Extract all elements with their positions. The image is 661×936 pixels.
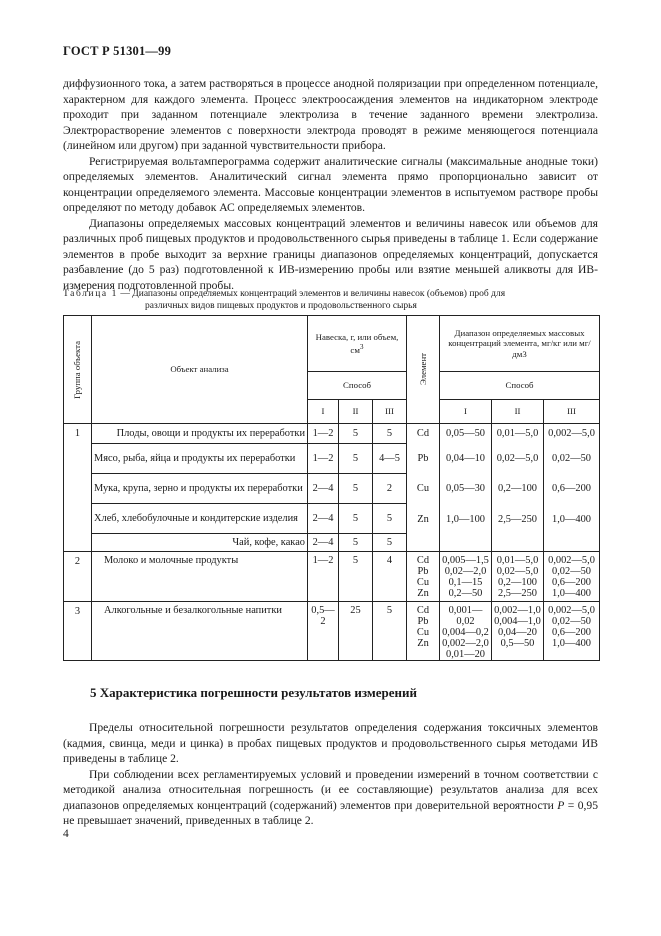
- sample-value: 4: [373, 552, 407, 602]
- sample-value: 0,5—2: [308, 602, 339, 661]
- header-method: Способ: [308, 372, 407, 400]
- paragraph: Пределы относительной погрешности результатов определения содержания токсичных элементов (кадмия, свинца, меди и цинка) в пробах пищевых продуктов и продовольственного сырья методами ИВ приведены в таблице 2.: [63, 721, 598, 765]
- table-row: [64, 424, 600, 444]
- sample-value: 2: [373, 474, 407, 504]
- paragraph: При соблюдении всех регламентируемых условий и проведении измерений в точном соответствии с методикой анализа относительная погрешность (и ее составляющие) результатов анализа для всех диапазонов определяемых концентраций (содержаний) элементов при доверительной вероятности P = 0,95 не превышает значений, приведенных в таблице 2.: [63, 767, 598, 827]
- sample-value: 5: [373, 504, 407, 534]
- range-value: 0,05—30: [440, 474, 492, 504]
- paragraph: Регистрируемая вольтамперограмма содержит аналитические сигналы (максимальные анодные токи) определяемых элементов. Аналитический сигнал элемента прямо пропорционально зависит от концентрации определяемого элемента. Массовые концентрации элементов в испытуемом растворе пробы определяют по методу добавок АС определяемых элементов.: [63, 154, 598, 214]
- range-value: 0,2—100: [492, 474, 544, 504]
- table-row: [64, 552, 600, 602]
- sample-value: 1—2: [308, 444, 339, 474]
- sample-value: 1—2: [308, 552, 339, 602]
- sample-value: 4—5: [373, 444, 407, 474]
- element-symbol: Cd: [407, 424, 440, 444]
- range-list: 0,002—5,0 0,02—50 0,6—200 1,0—400: [544, 602, 600, 661]
- range-value: 0,05—50: [440, 424, 492, 444]
- section-text: [63, 720, 598, 829]
- table-caption-text-2: различных видов пищевых продуктов и продовольственного сырья: [145, 301, 417, 311]
- range-value: 0,02—5,0: [492, 444, 544, 474]
- sample-value: 5: [373, 424, 407, 444]
- range-value: 0,6—200: [544, 474, 600, 504]
- range-value: 0,04—10: [440, 444, 492, 474]
- header-method-1: I: [440, 400, 492, 424]
- page-number: 4: [63, 828, 69, 840]
- range-value: 2,5—250: [492, 504, 544, 552]
- header-method-2: II: [339, 400, 373, 424]
- range-list: 0,01—5,0 0,02—5,0 0,2—100 2,5—250: [492, 552, 544, 602]
- range-value: 0,01—5,0: [492, 424, 544, 444]
- object-name: Плоды, овощи и продукты их переработки: [92, 424, 308, 444]
- header-method-1: I: [308, 400, 339, 424]
- sample-value: 2—4: [308, 534, 339, 552]
- element-symbol: Cu: [407, 474, 440, 504]
- table-row: [64, 474, 600, 504]
- range-value: 0,02—50: [544, 444, 600, 474]
- table-1: [63, 315, 600, 661]
- element-list: Cd Pb Cu Zn: [407, 602, 440, 661]
- range-list: 0,002—5,0 0,02—50 0,6—200 1,0—400: [544, 552, 600, 602]
- header-method-3: III: [373, 400, 407, 424]
- header-element: Элемент: [407, 316, 440, 424]
- group-number: 1: [64, 424, 92, 552]
- sample-value: 25: [339, 602, 373, 661]
- sample-value: 5: [339, 552, 373, 602]
- header-group: Группа объекта: [64, 316, 92, 424]
- sample-value: 1—2: [308, 424, 339, 444]
- section-title: 5 Характеристика погрешности результатов измерений: [90, 685, 417, 700]
- sample-value: 2—4: [308, 474, 339, 504]
- sample-value: 5: [339, 504, 373, 534]
- object-name: Чай, кофе, какао: [92, 534, 308, 552]
- range-list: 0,001—0,02 0,004—0,2 0,002—2,0 0,01—20: [440, 602, 492, 661]
- intro-text: [63, 76, 598, 293]
- paragraph: Диапазоны определяемых массовых концентраций элементов и величины навесок или объемов для различных проб пищевых продуктов и продовольственного сырья приведены в таблице 1. Если содержание элементов в пробе выходит за верхние границы диапазонов определяемых концентраций, допускается разбавление (до 5 раз) подготовленной к ИВ-измерению пробы или взятие меньшей аликвоты для ИВ-измерения подготовленной пробы.: [63, 216, 598, 292]
- range-list: 0,005—1,5 0,02—2,0 0,1—15 0,2—50: [440, 552, 492, 602]
- table-row: [64, 602, 600, 661]
- range-value: 1,0—100: [440, 504, 492, 552]
- range-list: 0,002—1,0 0,004—1,0 0,04—20 0,5—50: [492, 602, 544, 661]
- sample-value: 5: [373, 602, 407, 661]
- header-object: Объект анализа: [92, 316, 308, 424]
- group-number: 2: [64, 552, 92, 602]
- header-range: Диапазон определяемых массовых концентраций элемента, мг/кг или мг/дм3: [440, 316, 600, 372]
- object-name: Хлеб, хлебобулочные и кондитерские изделия: [92, 504, 308, 534]
- element-symbol: Zn: [407, 504, 440, 552]
- sample-value: 5: [339, 424, 373, 444]
- range-value: 0,002—5,0: [544, 424, 600, 444]
- element-list: Cd Pb Cu Zn: [407, 552, 440, 602]
- table-caption: [63, 288, 598, 312]
- table-row: [64, 444, 600, 474]
- object-name: Молоко и молочные продукты: [92, 552, 308, 602]
- document-header: ГОСТ Р 51301—99: [63, 44, 172, 58]
- header-sample: Навеска, г, или объем, $см^3$: [308, 316, 407, 372]
- sample-value: 5: [339, 474, 373, 504]
- sample-value: 5: [373, 534, 407, 552]
- element-symbol: Pb: [407, 444, 440, 474]
- paragraph: диффузионного тока, а затем растворяться в процессе анодной поляризации при определенном потенциале, характерном для каждого элемента. Процесс электроосаждения элементов на индикаторном электроде проходит при заданном потенциале электролиза в течение заданного времени электролиза. Электрорастворение элементов с поверхности электрода проводят в режиме меняющегося потенциала (линейном или другом) при заданной чувствительности прибора.: [63, 77, 598, 152]
- object-name: Алкогольные и безалкогольные напитки: [92, 602, 308, 661]
- group-number: 3: [64, 602, 92, 661]
- sample-value: 5: [339, 444, 373, 474]
- object-name: Мясо, рыба, яйца и продукты их переработки: [92, 444, 308, 474]
- object-name: Мука, крупа, зерно и продукты их переработки: [92, 474, 308, 504]
- sample-value: 5: [339, 534, 373, 552]
- table-caption-label: Таблица 1: [63, 289, 119, 299]
- table-caption-text: — Диапазоны определяемых концентраций элементов и величины навесок (объемов) проб для: [118, 289, 506, 299]
- range-value: 1,0—400: [544, 504, 600, 552]
- header-method-3: III: [544, 400, 600, 424]
- header-method-2: II: [492, 400, 544, 424]
- header-method: Способ: [440, 372, 600, 400]
- table-row: [64, 504, 600, 534]
- sample-value: 2—4: [308, 504, 339, 534]
